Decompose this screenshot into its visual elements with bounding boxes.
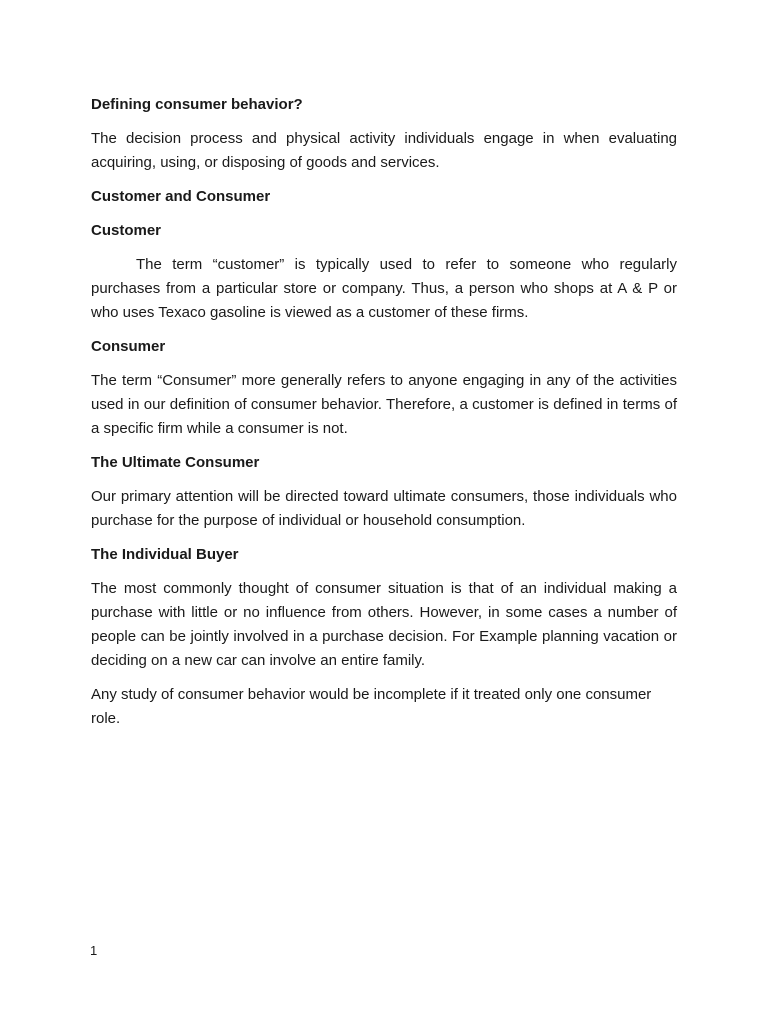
paragraph-definition: The decision process and physical activity individuals engage in when evaluating acquiring, using, or disposing of goods and services. bbox=[91, 130, 677, 171]
paragraph-consumer: The term “Consumer” more generally refers to anyone engaging in any of the activities used in our definition of consumer behavior. Therefore, a customer is defined in terms of a specific firm while a consumer is not. bbox=[91, 372, 677, 437]
heading-individual-buyer: The Individual Buyer bbox=[91, 546, 239, 563]
page-number: 1 bbox=[90, 943, 98, 958]
paragraph-individual-buyer: The most commonly thought of consumer situation is that of an individual making a purchase with little or no influence from others. However, in some cases a number of people can be jointly involved in a purchase decision. For Example planning vacation or deciding on a new car can involve an entire family. bbox=[91, 580, 677, 669]
heading-ultimate-consumer: The Ultimate Consumer bbox=[91, 454, 260, 471]
paragraph-consumer-role: Any study of consumer behavior would be incomplete if it treated only one consumer role. bbox=[91, 686, 652, 727]
heading-customer-and-consumer: Customer and Consumer bbox=[91, 188, 271, 205]
heading-consumer: Consumer bbox=[91, 338, 166, 355]
paragraph-customer: The term “customer” is typically used to refer to someone who regularly purchases from a particular store or company. Thus, a person who shops at A & P or who uses Texaco gasoline is viewed as a customer of these firms. bbox=[91, 256, 677, 321]
heading-defining-consumer-behavior: Defining consumer behavior? bbox=[91, 96, 303, 113]
heading-customer: Customer bbox=[91, 222, 162, 239]
document-body bbox=[91, 93, 677, 741]
paragraph-ultimate-consumer: Our primary attention will be directed toward ultimate consumers, those individuals who purchase for the purpose of individual or household consumption. bbox=[91, 488, 677, 529]
